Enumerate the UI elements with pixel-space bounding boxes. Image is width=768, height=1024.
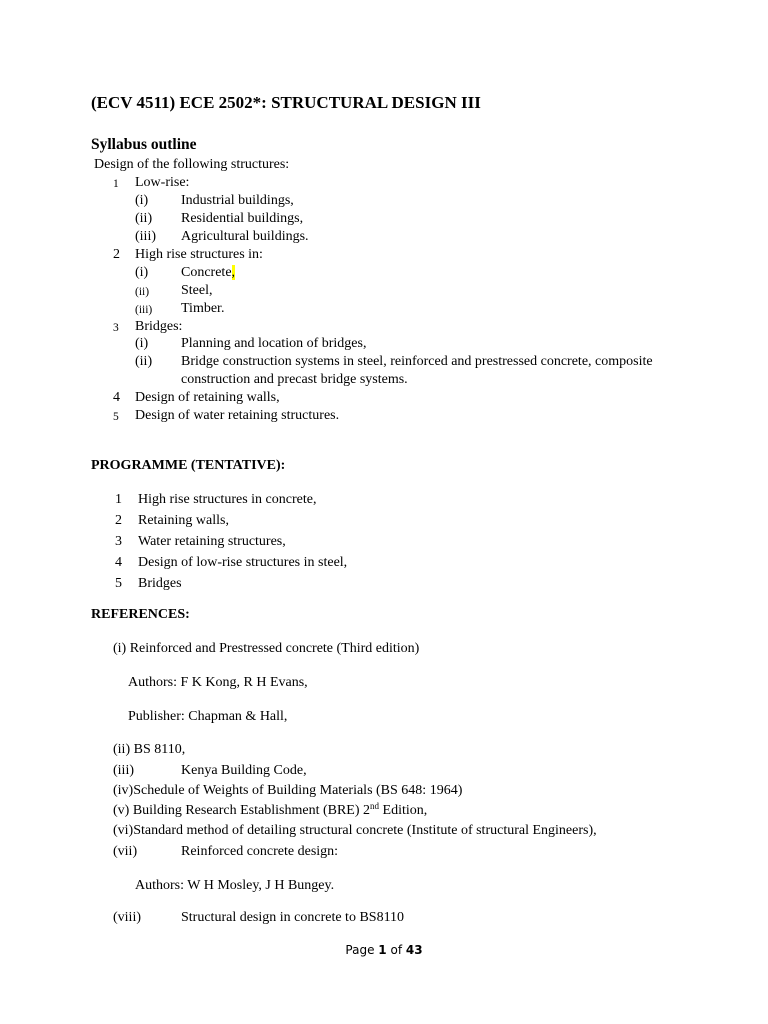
syllabus-subitem-number: (i) — [135, 336, 149, 351]
syllabus-heading: Syllabus outline — [91, 136, 197, 153]
syllabus-subitem-number: (ii) — [135, 286, 150, 298]
reference-item: (i) Reinforced and Prestressed concrete (Third edition) — [113, 641, 420, 656]
syllabus-subitem-text: Planning and location of bridges, — [181, 336, 367, 351]
syllabus-subitem-number: (i) — [135, 265, 149, 280]
syllabus-subitem-number: (ii) — [135, 354, 153, 369]
reference-item: (v) Building Research Establishment (BRE) 2nd Edition, — [113, 801, 428, 818]
syllabus-item-label: Design of retaining walls, — [135, 390, 280, 405]
syllabus-subitem-text: Industrial buildings, — [181, 193, 294, 208]
reference-item-number: (iii) — [113, 763, 134, 778]
syllabus-subitem-text: Timber. — [181, 301, 225, 316]
page-word: Page — [345, 943, 375, 957]
programme-item-text: Retaining walls, — [138, 513, 229, 528]
programme-item-number: 5 — [115, 576, 122, 591]
syllabus-subitem-number: (iii) — [135, 304, 153, 316]
reference-item: (iv)Schedule of Weights of Building Materials (BS 648: 1964) — [113, 783, 463, 798]
references-heading: REFERENCES: — [91, 607, 190, 622]
document-title: (ECV 4511) ECE 2502*: STRUCTURAL DESIGN III — [91, 93, 481, 112]
reference-item-number: (viii) — [113, 910, 141, 925]
programme-heading: PROGRAMME (TENTATIVE): — [91, 458, 286, 473]
reference-item: (ii) BS 8110, — [113, 742, 186, 757]
programme-item-text: Design of low-rise structures in steel, — [138, 555, 348, 570]
programme-item-number: 3 — [115, 534, 122, 549]
programme-item-number: 4 — [115, 555, 122, 570]
reference-item-text: Reinforced concrete design: — [181, 844, 339, 859]
syllabus-subitem-text: Residential buildings, — [181, 211, 304, 226]
reference-authors: Authors: F K Kong, R H Evans, — [128, 675, 308, 690]
current-page-number: 1 — [378, 943, 387, 957]
syllabus-item-label: Bridges: — [135, 319, 183, 334]
programme-item-text: Bridges — [138, 576, 182, 591]
reference-item: (vi)Standard method of detailing structural concrete (Institute of structural Engineers), — [113, 823, 597, 838]
syllabus-subitem-number: (i) — [135, 193, 149, 208]
programme-item-text: High rise structures in concrete, — [138, 492, 317, 507]
syllabus-item-number: 4 — [113, 390, 120, 405]
total-pages: 43 — [405, 943, 423, 957]
reference-authors: Authors: W H Mosley, J H Bungey. — [135, 878, 335, 893]
syllabus-item-label: Design of water retaining structures. — [135, 408, 340, 423]
syllabus-subitem-number: (iii) — [135, 229, 156, 244]
syllabus-item-label: Low-rise: — [135, 175, 190, 190]
reference-item-text: Structural design in concrete to BS8110 — [181, 910, 405, 925]
syllabus-item-number: 3 — [113, 322, 119, 334]
syllabus-item-label: High rise structures in: — [135, 247, 263, 262]
syllabus-subitem-text: Steel, — [181, 283, 213, 298]
syllabus-subitem-text: Agricultural buildings. — [181, 229, 309, 244]
syllabus-item-number: 5 — [113, 411, 119, 423]
syllabus-subitem-text-continued: construction and precast bridge systems. — [181, 372, 408, 387]
reference-item-number: (vii) — [113, 844, 138, 859]
syllabus-item-number: 2 — [113, 247, 120, 262]
programme-item-number: 1 — [115, 492, 122, 507]
of-word: of — [390, 943, 403, 957]
page-footer — [0, 943, 768, 957]
syllabus-intro: Design of the following structures: — [94, 157, 290, 172]
programme-item-text: Water retaining structures, — [138, 534, 286, 549]
reference-publisher: Publisher: Chapman & Hall, — [128, 709, 288, 724]
highlighted-comma: , — [231, 265, 236, 280]
syllabus-subitem-text: Concrete, — [181, 265, 236, 280]
syllabus-item-number: 1 — [113, 178, 119, 190]
programme-item-number: 2 — [115, 513, 122, 528]
syllabus-subitem-text: Bridge construction systems in steel, reinforced and prestressed concrete, composite — [181, 354, 653, 369]
syllabus-subitem-number: (ii) — [135, 211, 153, 226]
reference-item-text: Kenya Building Code, — [181, 763, 307, 778]
